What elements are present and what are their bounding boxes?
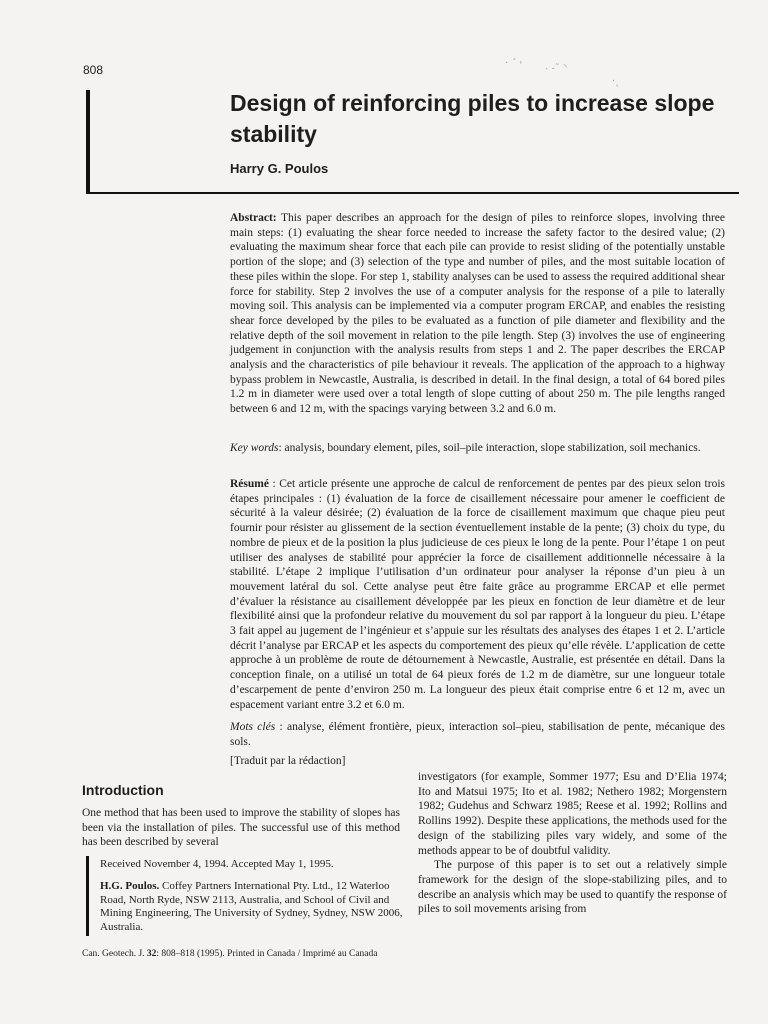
title-rule-horizontal xyxy=(86,192,739,194)
scan-speck: ˴ ˗˜ ⸌ xyxy=(545,63,568,74)
paper-title: Design of reinforcing piles to increase slope stability xyxy=(230,90,715,147)
title-rule-vertical xyxy=(86,90,90,194)
mots-cles-label: Mots clés xyxy=(230,721,276,733)
keywords-label: Key words xyxy=(230,442,279,454)
received-dates: Received November 4, 1994. Accepted May 1, 1995. xyxy=(100,858,334,870)
scan-speck: · ˊ ˒ xyxy=(505,58,523,69)
introduction-paragraph: investigators (for example, Sommer 1977; Esu and D’Elia 1974; Ito and Matsui 1975; Ito et al. 1982; Nethero 1982; Morgenstern 1982; Gudehus and Schwarz 1985; Reese et al. 1992; Rollins and Rollins 1992). Despite these applications, the methods used for the design of the stabilizing piles vary widely, and some of the methods appear to be of doubtful validity. xyxy=(418,771,727,857)
journal-volume: 32 xyxy=(146,949,157,959)
introduction-heading: Introduction xyxy=(82,782,164,798)
received-affiliation-box xyxy=(86,856,403,936)
resume-text: : Cet article présente une approche de calcul de renforcement de pentes par des pieux selon trois étapes principales : (1) évaluation de la force de cisaillement nécessaire pour amener le coefficient de sécurité à la valeur désirée; (2) évaluation de la force de cisaillement maximum que chaque pieu peut fournir pour résister au glissement de la section éventuellement instable de la pente; (3) choix du type, du nombre de pieux et de la position la plus judicieuse de ces pieux le long de la pente. Pour l’étape 1 on peut utiliser des analyses de stabilité pour apprécier la force de cisaillement additionnelle nécessaire à la stabilité. L’étape 2 implique l’utilisation d’un ordinateur pour analyser la réponse d’un pieu à un mouvement latéral du sol. Cette analyse peut être faite grâce au programme ERCAP et elle permet d’évaluer la résistance au cisaillement développée par les pieux en fonction de leur diamètre et de leur flexibilité ainsi que la profondeur relative du mouvement du sol par rapport à la longueur du pieu. L’étape 3 fait appel au jugement de l’ingénieur et s’appuie sur les résultats des analyses des étapes 1 et 2. L’article décrit l’analyse par ERCAP et les aspects du comportement des pieux qu’elle révèle. L’application de cette approche à un problème de route de détournement à Newcastle, Australie, est présentée en détail. Dans la conception finale, on a utilisé un total de 64 pieux forés de 1.2 m de diamètre, sur une longueur totale d’escarpement de pente d’environ 250 m. La longueur des pieux était comprise entre 6 et 12 m, avec un espacement variant entre 3.2 et 6.0 m. xyxy=(230,478,725,711)
keywords-text: : analysis, boundary element, piles, soil–pile interaction, slope stabilization, soil mechanics. xyxy=(278,442,701,454)
author-name: Harry G. Poulos xyxy=(230,161,329,176)
affiliation-text: Coffey Partners International Pty. Ltd., 12 Waterloo Road, North Ryde, NSW 2113, Australia, and School of Civil and Mining Engineering, The University of Sydney, Sydney, NSW 2006, Australia. xyxy=(100,880,403,934)
translation-note: [Traduit par la rédaction] xyxy=(230,755,346,767)
footer-text: : 808–818 (1995). Printed in Canada / Imprimé au Canada xyxy=(156,949,378,959)
introduction-left-column: One method that has been used to improve the stability of slopes has been via the installation of piles. The successful use of this method has been described by several xyxy=(82,807,400,849)
introduction-right-column xyxy=(418,770,727,917)
journal-footer xyxy=(82,949,378,959)
affiliation-name: H.G. Poulos. xyxy=(100,880,160,892)
abstract-text: This paper describes an approach for the design of piles to reinforce slopes, involving three main steps: (1) evaluating the shear force needed to increase the safety factor to the desired value; (2) evaluating the maximum shear force that each pile can provide to resist sliding of the potentially unstable portion of the slope; and (3) selection of the type and number of piles, and the most suitable location of these piles within the slope. For step 1, stability analyses can be used to assess the required additional shear force for stability. Step 2 involves the use of a computer analysis for the response of a pile to laterally moving soil. This analysis can be implemented via a computer program ERCAP, and enables the resisting shear force developed by the piles to be evaluated as a function of pile diameter and flexibility and the relative depth of the soil movement in relation to the pile length. Step (3) involves the use of engineering judgement in conjunction with the analysis results from steps 1 and 2. The paper describes the ERCAP analysis and the characteristics of pile behaviour it reveals. The application of the approach to a highway bypass problem in Newcastle, Australia, is described in detail. In the final design, a total of 64 bored piles 1.2 m in diameter were used over a total length of slope cutting of about 250 m. The pile lengths ranged between 6 and 12 m, with the spacings varying between 3.2 and 6.0 m. xyxy=(230,212,725,416)
introduction-paragraph: The purpose of this paper is to set out a relatively simple framework for the design of the slope-stabilizing piles, and to describe an analysis which may be used to quantify the response of piles to soil movements arising from xyxy=(418,859,727,916)
resume xyxy=(230,477,725,712)
mots-cles-text: : analyse, élément frontière, pieux, interaction sol–pieu, stabilisation de pente, mécanique des sols. xyxy=(230,721,725,748)
abstract-label: Abstract: xyxy=(230,212,277,224)
page-number: 808 xyxy=(83,63,104,77)
abstract xyxy=(230,211,725,417)
scan-speck: ·ˎ xyxy=(612,76,621,87)
mots-cles xyxy=(230,720,725,749)
resume-label: Résumé xyxy=(230,478,269,490)
keywords xyxy=(230,441,725,456)
author-affiliation xyxy=(89,880,404,935)
journal-name: Can. Geotech. J. xyxy=(82,949,145,959)
